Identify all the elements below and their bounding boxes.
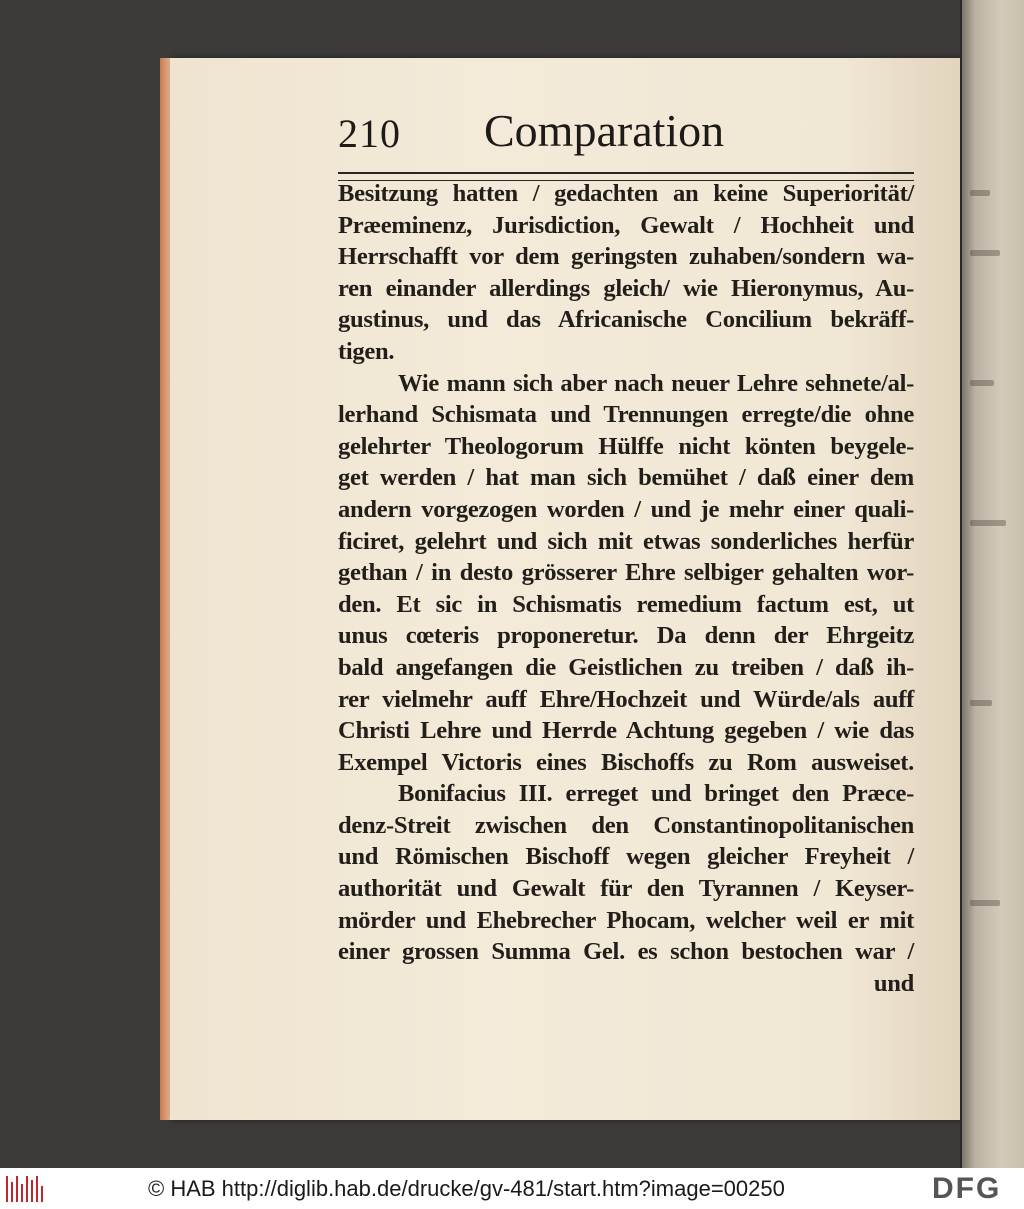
text-line: andern vorgezogen worden / und je mehr einer quali-	[338, 495, 914, 523]
adjacent-page-marks	[970, 190, 990, 196]
text-line: tigen.	[338, 337, 395, 365]
body-text	[338, 178, 914, 999]
adjacent-page	[960, 0, 1024, 1168]
footer-bar	[0, 1168, 1024, 1209]
dfg-logo[interactable]: DFG	[932, 1172, 1002, 1205]
text-line: lerhand Schismata und Trennungen erregte/die ohne	[338, 401, 914, 429]
hab-logo-icon[interactable]	[6, 1176, 44, 1202]
source-link[interactable]: © HAB http://diglib.hab.de/drucke/gv-481/start.htm?image=00250	[148, 1176, 785, 1201]
page-number: 210	[338, 111, 401, 156]
text-line: denz-Streit zwischen den Constantinopolitanischen	[338, 811, 914, 839]
catchword: und	[873, 969, 914, 997]
adjacent-page-marks	[970, 700, 992, 706]
text-line: Præeminenz, Jurisdiction, Gewalt / Hochheit und	[338, 211, 914, 239]
adjacent-page-marks	[970, 520, 1006, 526]
adjacent-page-marks	[970, 250, 1000, 256]
text-line: gustinus, und das Africanische Concilium bekräff-	[338, 306, 914, 334]
text-line: gethan / in desto grösserer Ehre selbiger gehalten wor-	[338, 559, 914, 587]
text-line: bald angefangen die Geistlichen zu treiben / daß ih-	[338, 653, 914, 681]
running-title: Comparation	[484, 105, 725, 156]
text-line: mörder und Ehebrecher Phocam, welcher weil er mit	[338, 906, 914, 934]
running-head	[338, 105, 914, 172]
text-line: Herrschafft vor dem geringsten zuhaben/sondern wa-	[338, 243, 914, 271]
text-line: rer vielmehr auff Ehre/Hochzeit und Würde/als auff	[338, 685, 914, 713]
text-line: und Römischen Bischoff wegen gleicher Freyheit /	[338, 843, 914, 871]
text-line: Christi Lehre und Herrde Achtung gegeben / wie das	[338, 717, 914, 745]
text-line: unus cœteris proponeretur. Da denn der Ehrgeitz	[338, 622, 914, 650]
adjacent-page-marks	[970, 900, 1000, 906]
text-line: ficiret, gelehrt und sich mit etwas sonderliches herfür	[338, 527, 914, 555]
text-line: Besitzung hatten / gedachten an keine Superiorität/	[338, 180, 914, 207]
text-line: gelehrter Theologorum Hülffe nicht könten beygele-	[338, 432, 914, 460]
text-line: ren einander allerdings gleich/ wie Hieronymus, Au-	[338, 274, 914, 302]
text-line: Wie mann sich aber nach neuer Lehre sehnete/al-	[398, 369, 914, 397]
adjacent-page-marks	[970, 380, 994, 386]
text-line: einer grossen Summa Gel. es schon bestochen war /	[338, 938, 914, 966]
text-line: Exempel Victoris eines Bischoffs zu Rom ausweiset.	[338, 748, 914, 776]
text-line: den. Et sic in Schismatis remedium factum est, ut	[338, 590, 914, 618]
text-line: get werden / hat man sich bemühet / daß einer dem	[338, 464, 914, 492]
text-line: authorität und Gewalt für den Tyrannen / Keyser-	[338, 875, 914, 903]
text-line: Bonifacius III. erreget und bringet den Præce-	[398, 780, 914, 808]
